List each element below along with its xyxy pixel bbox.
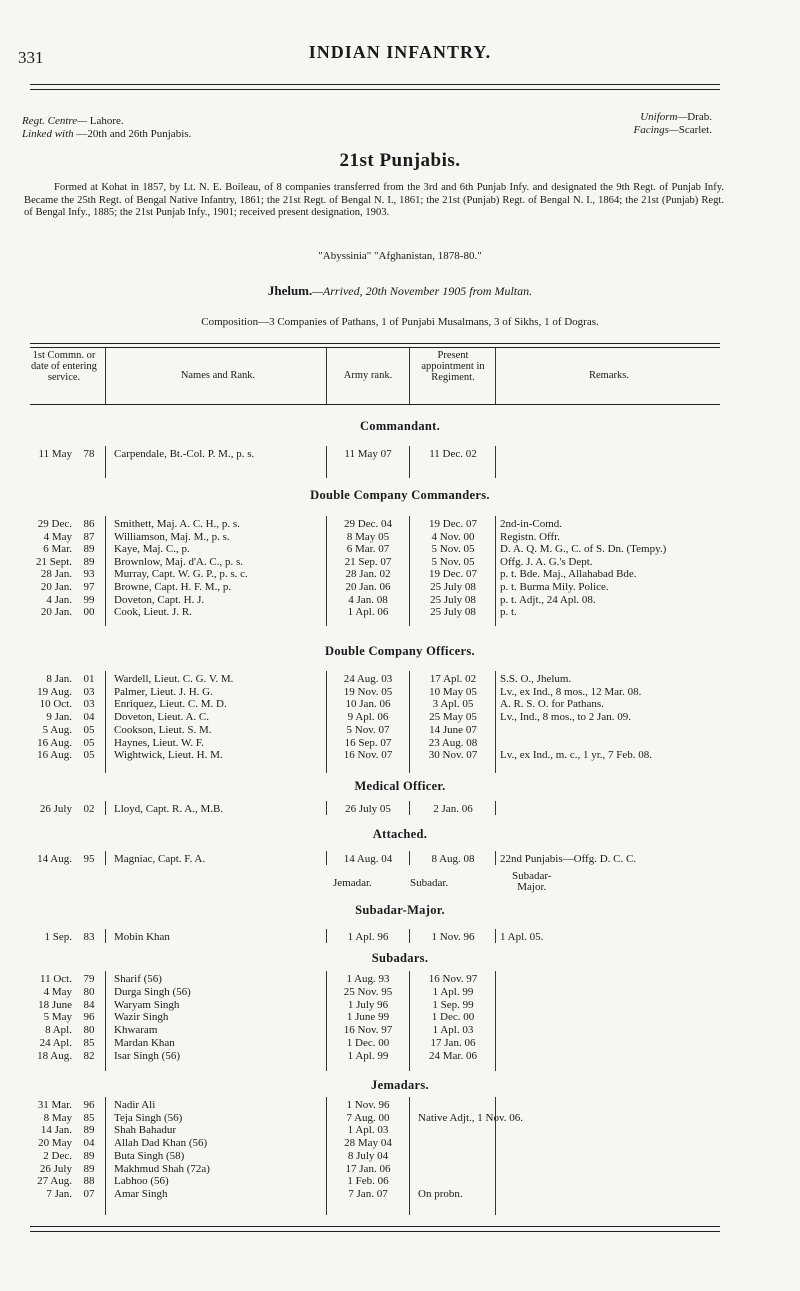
cell-year: 78 bbox=[83, 448, 95, 460]
table-row bbox=[0, 1050, 800, 1063]
cell-name: Makhmud Shah (72a) bbox=[114, 1162, 210, 1175]
cell-date: 9 Jan. bbox=[46, 711, 72, 724]
col-appointment: Present appointment in Regiment. bbox=[421, 350, 485, 383]
table-row bbox=[0, 853, 800, 866]
cell-date: 28 Jan. bbox=[40, 568, 72, 581]
cell-appointment: Native Adjt., 1 Nov. 06. bbox=[418, 1111, 523, 1124]
cell-date: 4 May bbox=[43, 985, 72, 998]
cell-appointment: 2 Jan. 06 bbox=[433, 803, 473, 815]
col-divider-body bbox=[409, 851, 410, 865]
cell-name: Nadir Ali bbox=[114, 1099, 156, 1111]
table-row bbox=[0, 1175, 800, 1188]
col-divider-body bbox=[326, 929, 327, 943]
cell-year: 83 bbox=[83, 931, 95, 943]
cell-appointment: 10 May 05 bbox=[429, 685, 477, 698]
cell-date: 26 July bbox=[39, 1162, 72, 1175]
cell-date: 26 July bbox=[39, 803, 72, 815]
linked-value: —20th and 26th Punjabis. bbox=[73, 128, 192, 140]
cell-army-rank: 8 May 05 bbox=[346, 530, 390, 543]
cell-name: Allah Dad Khan (56) bbox=[114, 1137, 208, 1150]
cell-remarks: Offg. J. A. G.'s Dept. bbox=[500, 555, 593, 568]
cell-year: 89 bbox=[83, 1149, 95, 1162]
cell-year: 01 bbox=[83, 673, 95, 685]
cell-appointment: 25 July 08 bbox=[430, 581, 476, 593]
table-row bbox=[0, 999, 800, 1012]
col-divider-body bbox=[326, 516, 327, 626]
cell-army-rank: 7 Jan. 07 bbox=[348, 1187, 388, 1200]
col-divider-4 bbox=[495, 348, 496, 404]
col-divider-body bbox=[105, 801, 106, 815]
col-divider-body bbox=[409, 1097, 410, 1215]
col-divider-body bbox=[495, 801, 496, 815]
col-divider-body bbox=[495, 971, 496, 1071]
regiment-title: 21st Punjabis. bbox=[339, 150, 461, 171]
col-divider-body bbox=[105, 516, 106, 626]
cell-appointment: 25 July 08 bbox=[430, 606, 476, 619]
cell-remarks: Registn. Offr. bbox=[500, 530, 560, 543]
table-row bbox=[0, 673, 800, 686]
table-rule-top-1 bbox=[30, 343, 720, 344]
table-row bbox=[0, 1188, 800, 1201]
cell-date: 20 Jan. bbox=[40, 606, 72, 619]
cell-year: 89 bbox=[83, 1124, 95, 1137]
cell-date: 29 Dec. bbox=[37, 518, 72, 530]
cell-year: 05 bbox=[83, 723, 95, 736]
cell-year: 05 bbox=[83, 749, 95, 762]
cell-appointment: On probn. bbox=[418, 1187, 463, 1200]
cell-appointment: 3 Apl. 05 bbox=[432, 698, 474, 711]
cell-year: 96 bbox=[83, 1099, 95, 1111]
cell-appointment: 1 Apl. 03 bbox=[432, 1024, 474, 1037]
running-head: INDIAN INFANTRY. bbox=[308, 42, 492, 62]
cell-appointment: 1 Dec. 00 bbox=[431, 1011, 475, 1024]
col-divider-body bbox=[105, 446, 106, 478]
col-divider-body bbox=[326, 671, 327, 773]
cell-year: 97 bbox=[83, 581, 95, 593]
station-line bbox=[0, 283, 800, 299]
station-place: Jhelum. bbox=[267, 283, 313, 298]
section-double-company-commanders: Double Company Commanders. bbox=[310, 488, 490, 502]
station-note: —Arrived, 20th November 1905 from Multan. bbox=[312, 284, 533, 298]
cell-date: 2 Dec. bbox=[43, 1149, 72, 1162]
table-rule-header-bottom bbox=[30, 404, 720, 405]
cell-name: Palmer, Lieut. J. H. G. bbox=[114, 685, 213, 698]
cell-date: 1 Sep. bbox=[44, 931, 72, 943]
cell-appointment: 17 Jan. 06 bbox=[430, 1037, 476, 1049]
cell-name: Doveton, Lieut. A. C. bbox=[114, 711, 210, 724]
cell-name: Buta Singh (58) bbox=[114, 1149, 185, 1162]
cell-name: Smithett, Maj. A. C. H., p. s. bbox=[114, 518, 240, 530]
cell-date: 18 June bbox=[38, 998, 72, 1011]
col-divider-body bbox=[409, 516, 410, 626]
cell-army-rank: 1 Aug. 93 bbox=[346, 973, 390, 985]
cell-year: 82 bbox=[83, 1049, 95, 1062]
section-medical-officer: Medical Officer. bbox=[354, 779, 446, 793]
cell-year: 80 bbox=[83, 985, 95, 998]
cell-army-rank: 4 Jan. 08 bbox=[348, 593, 388, 606]
cell-remarks: p. t. Burma Mily. Police. bbox=[500, 581, 609, 593]
section-subadars: Subadars. bbox=[371, 951, 429, 965]
col-divider-body bbox=[105, 1097, 106, 1215]
cell-appointment: 5 Nov. 05 bbox=[431, 555, 475, 568]
label-subadar-major-1: Subadar- bbox=[512, 870, 552, 882]
regiment-centre-block bbox=[22, 115, 191, 141]
table-row bbox=[0, 1099, 800, 1112]
cell-name: Amar Singh bbox=[114, 1187, 168, 1200]
col-remarks: Remarks. bbox=[589, 370, 629, 381]
col-divider-body bbox=[326, 801, 327, 815]
table-rule-top-2 bbox=[30, 347, 720, 348]
table-row bbox=[0, 737, 800, 750]
cell-date: 4 Jan. bbox=[46, 593, 72, 606]
col-names: Names and Rank. bbox=[180, 370, 256, 381]
cell-remarks: 1 Apl. 05. bbox=[500, 931, 544, 943]
table-row bbox=[0, 1112, 800, 1125]
cell-remarks: p. t. Bde. Maj., Allahabad Bde. bbox=[500, 568, 637, 581]
cell-army-rank: 24 Aug. 03 bbox=[343, 673, 393, 685]
cell-army-rank: 19 Nov. 05 bbox=[343, 685, 393, 698]
cell-year: 79 bbox=[83, 973, 95, 985]
top-rule-1 bbox=[30, 84, 720, 85]
cell-remarks: p. t. bbox=[500, 606, 517, 619]
table-row bbox=[0, 1011, 800, 1024]
cell-army-rank: 16 Nov. 97 bbox=[343, 1024, 393, 1037]
cell-year: 95 bbox=[83, 853, 95, 865]
cell-date: 8 Jan. bbox=[46, 673, 72, 685]
table-row bbox=[0, 686, 800, 699]
label-subadar-major bbox=[512, 871, 552, 893]
cell-appointment: 4 Nov. 00 bbox=[431, 530, 475, 543]
cell-appointment: 11 Dec. 02 bbox=[429, 448, 477, 460]
table-row bbox=[0, 986, 800, 999]
cell-name: Mardan Khan bbox=[114, 1037, 175, 1049]
cell-date: 5 Aug. bbox=[42, 723, 72, 736]
label-jemadar: Jemadar. bbox=[333, 877, 372, 889]
cell-army-rank: 1 Apl. 03 bbox=[347, 1124, 389, 1137]
centre-label: Regt. Centre— bbox=[22, 115, 87, 127]
label-subadar-major-2: Major. bbox=[517, 881, 547, 893]
composition-line: Composition—3 Companies of Pathans, 1 of Punjabi Musalmans, 3 of Sikhs, 1 of Dogras. bbox=[201, 316, 599, 328]
section-subadar-major: Subadar-Major. bbox=[355, 903, 445, 917]
regiment-history: Formed at Kohat in 1857, by Lt. N. E. Boileau, of 8 companies transferred from the 3rd and 6th Punjab Infy. and designated the 9th Regt. of Punjab Infy. Became the 25th Regt. of Bengal Native Infantry, 1861; the 21st Regt. of Bengal N. I., 1861; the 21st (Punjab) Regt. of Bengal N. I., 1864; the 21st (Punjab) Regt. of Bengal Infy., 1885; the 21st Punjab Infy., 1901; received present designation, 1903. bbox=[24, 182, 724, 219]
col-divider-body bbox=[105, 971, 106, 1071]
cell-remarks: D. A. Q. M. G., C. of S. Dn. (Tempy.) bbox=[500, 543, 667, 556]
col-divider-1 bbox=[105, 348, 106, 404]
cell-appointment: 30 Nov. 07 bbox=[428, 749, 478, 762]
cell-year: 89 bbox=[83, 555, 95, 568]
cell-army-rank: 14 Aug. 04 bbox=[343, 853, 393, 865]
cell-army-rank: 6 Mar. 07 bbox=[346, 543, 390, 556]
cell-appointment: 16 Nov. 97 bbox=[428, 973, 478, 985]
col-divider-body bbox=[326, 446, 327, 478]
cell-name: Williamson, Maj. M., p. s. bbox=[114, 530, 230, 543]
cell-year: 00 bbox=[83, 606, 95, 619]
col-divider-body bbox=[409, 671, 410, 773]
cell-date: 7 Jan. bbox=[46, 1187, 72, 1200]
col-divider-body bbox=[105, 851, 106, 865]
cell-date: 10 Oct. bbox=[39, 698, 72, 711]
cell-army-rank: 1 Apl. 96 bbox=[347, 931, 389, 943]
bottom-rule-1 bbox=[30, 1226, 720, 1227]
cell-name: Shah Bahadur bbox=[114, 1124, 177, 1137]
cell-date: 5 May bbox=[43, 1011, 72, 1024]
linked-label: Linked with bbox=[22, 128, 74, 140]
cell-name: Browne, Capt. H. F. M., p. bbox=[114, 581, 232, 593]
table-row bbox=[0, 581, 800, 594]
cell-date: 11 May bbox=[38, 448, 72, 460]
cell-year: 03 bbox=[83, 685, 95, 698]
cell-date: 18 Aug. bbox=[37, 1049, 72, 1062]
table-row bbox=[0, 973, 800, 986]
table-row bbox=[0, 1037, 800, 1050]
cell-date: 8 May bbox=[43, 1111, 72, 1124]
cell-appointment: 25 July 08 bbox=[430, 593, 476, 606]
table-row bbox=[0, 448, 800, 461]
cell-remarks: 2nd-in-Comd. bbox=[500, 518, 563, 530]
cell-year: 07 bbox=[83, 1187, 95, 1200]
col-divider-body bbox=[409, 971, 410, 1071]
section-double-company-officers: Double Company Officers. bbox=[325, 644, 475, 658]
cell-appointment: 8 Aug. 08 bbox=[431, 853, 475, 865]
cell-year: 05 bbox=[83, 736, 95, 749]
table-row bbox=[0, 1124, 800, 1137]
table-row bbox=[0, 1150, 800, 1163]
table-row bbox=[0, 724, 800, 737]
facings-value: Scarlet. bbox=[678, 124, 712, 136]
cell-year: 93 bbox=[83, 568, 95, 581]
col-divider-body bbox=[326, 971, 327, 1071]
cell-year: 86 bbox=[83, 518, 95, 530]
cell-date: 14 Jan. bbox=[40, 1124, 72, 1137]
label-subadar: Subadar. bbox=[410, 877, 449, 889]
cell-army-rank: 1 Feb. 06 bbox=[347, 1175, 389, 1188]
bottom-rule-2 bbox=[30, 1231, 720, 1232]
cell-year: 04 bbox=[83, 1137, 95, 1150]
page-number: 331 bbox=[18, 48, 44, 67]
cell-year: 84 bbox=[83, 998, 95, 1011]
cell-appointment: 25 May 05 bbox=[429, 711, 477, 724]
cell-date: 4 May bbox=[43, 530, 72, 543]
cell-army-rank: 9 Apl. 06 bbox=[347, 711, 389, 724]
cell-date: 27 Aug. bbox=[37, 1175, 72, 1188]
cell-year: 03 bbox=[83, 698, 95, 711]
col-divider-body bbox=[326, 851, 327, 865]
cell-appointment: 1 Sep. 99 bbox=[432, 998, 474, 1011]
cell-year: 87 bbox=[83, 530, 95, 543]
cell-appointment: 14 June 07 bbox=[429, 723, 477, 736]
cell-name: Sharif (56) bbox=[114, 973, 162, 985]
table-row bbox=[0, 543, 800, 556]
cell-remarks: Lv., ex Ind., m. c., 1 yr., 7 Feb. 08. bbox=[500, 749, 653, 762]
cell-army-rank: 10 Jan. 06 bbox=[345, 698, 391, 711]
uniform-block bbox=[633, 111, 712, 137]
cell-army-rank: 7 Aug. 00 bbox=[346, 1111, 390, 1124]
table-row bbox=[0, 711, 800, 724]
cell-name: Enriquez, Lieut. C. M. D. bbox=[114, 698, 227, 711]
cell-date: 14 Aug. bbox=[37, 853, 72, 865]
cell-year: 85 bbox=[83, 1111, 95, 1124]
cell-name: Kaye, Maj. C., p. bbox=[114, 543, 190, 556]
cell-appointment: 19 Dec. 07 bbox=[429, 568, 477, 581]
cell-army-rank: 5 Nov. 07 bbox=[346, 723, 390, 736]
cell-appointment: 5 Nov. 05 bbox=[431, 543, 475, 556]
cell-army-rank: 29 Dec. 04 bbox=[344, 518, 392, 530]
cell-army-rank: 1 June 99 bbox=[346, 1011, 390, 1024]
table-row bbox=[0, 594, 800, 607]
cell-name: Wazir Singh bbox=[114, 1011, 169, 1024]
table-row bbox=[0, 606, 800, 619]
cell-appointment: 19 Dec. 07 bbox=[429, 518, 477, 530]
cell-year: 89 bbox=[83, 543, 95, 556]
section-attached: Attached. bbox=[372, 827, 428, 841]
cell-year: 80 bbox=[83, 1024, 95, 1037]
cell-army-rank: 17 Jan. 06 bbox=[345, 1162, 391, 1175]
cell-army-rank: 1 Apl. 06 bbox=[347, 606, 389, 619]
cell-appointment: 24 Mar. 06 bbox=[429, 1049, 477, 1062]
col-divider-2 bbox=[326, 348, 327, 404]
cell-appointment: 1 Nov. 96 bbox=[431, 931, 475, 943]
uniform-value: Drab. bbox=[687, 111, 712, 123]
uniform-label: Uniform— bbox=[640, 111, 688, 123]
col-first-commission: 1st Commn. or date of entering service. bbox=[31, 350, 97, 383]
cell-name: Magniac, Capt. F. A. bbox=[114, 853, 206, 865]
col-divider-body bbox=[409, 801, 410, 815]
cell-remarks: Lv., ex Ind., 8 mos., 12 Mar. 08. bbox=[500, 685, 642, 698]
col-divider-body bbox=[105, 929, 106, 943]
cell-army-rank: 1 Dec. 00 bbox=[346, 1037, 390, 1049]
facings-label: Facings— bbox=[633, 124, 679, 136]
cell-name: Wardell, Lieut. C. G. V. M. bbox=[114, 673, 234, 685]
cell-date: 19 Aug. bbox=[37, 685, 72, 698]
col-army-rank: Army rank. bbox=[343, 370, 393, 381]
cell-name: Mobin Khan bbox=[114, 931, 170, 943]
cell-name: Cookson, Lieut. S. M. bbox=[114, 723, 212, 736]
cell-year: 02 bbox=[83, 803, 95, 815]
cell-date: 20 Jan. bbox=[40, 581, 72, 593]
cell-army-rank: 26 July 05 bbox=[345, 803, 391, 815]
cell-date: 8 Apl. bbox=[45, 1024, 72, 1037]
cell-date: 16 Aug. bbox=[37, 749, 72, 762]
cell-army-rank: 25 Nov. 95 bbox=[343, 985, 393, 998]
cell-army-rank: 16 Nov. 07 bbox=[343, 749, 393, 762]
cell-name: Khwaram bbox=[114, 1024, 158, 1037]
cell-army-rank: 21 Sep. 07 bbox=[344, 555, 392, 568]
table-row bbox=[0, 531, 800, 544]
col-divider-body bbox=[409, 446, 410, 478]
cell-remarks: S.S. O., Jhelum. bbox=[500, 673, 572, 685]
section-commandant: Commandant. bbox=[359, 419, 441, 433]
cell-appointment: 1 Apl. 99 bbox=[432, 985, 474, 998]
col-divider-body bbox=[495, 1097, 496, 1215]
col-divider-3 bbox=[409, 348, 410, 404]
battle-honours: "Abyssinia" "Afghanistan, 1878-80." bbox=[318, 250, 482, 262]
cell-date: 11 Oct. bbox=[40, 973, 72, 985]
table-row bbox=[0, 698, 800, 711]
col-divider-body bbox=[495, 516, 496, 626]
cell-date: 24 Apl. bbox=[39, 1037, 72, 1049]
col-divider-body bbox=[495, 671, 496, 773]
section-jemadars: Jemadars. bbox=[371, 1078, 429, 1092]
col-divider-body bbox=[105, 671, 106, 773]
cell-year: 85 bbox=[83, 1037, 95, 1049]
cell-name: Labhoo (56) bbox=[114, 1175, 169, 1188]
cell-army-rank: 1 July 96 bbox=[347, 998, 389, 1011]
table-row bbox=[0, 556, 800, 569]
cell-date: 31 Mar. bbox=[37, 1099, 72, 1111]
cell-year: 88 bbox=[83, 1175, 95, 1188]
cell-date: 21 Sept. bbox=[35, 555, 72, 568]
col-divider-body bbox=[495, 929, 496, 943]
cell-name: Durga Singh (56) bbox=[114, 985, 191, 998]
cell-name: Teja Singh (56) bbox=[114, 1111, 183, 1124]
cell-name: Isar Singh (56) bbox=[114, 1049, 180, 1062]
table-row bbox=[0, 518, 800, 531]
col-divider-body bbox=[495, 851, 496, 865]
cell-army-rank: 16 Sep. 07 bbox=[344, 736, 392, 749]
table-row bbox=[0, 568, 800, 581]
cell-remarks: 22nd Punjabis—Offg. D. C. C. bbox=[500, 853, 637, 865]
cell-army-rank: 8 July 04 bbox=[347, 1149, 389, 1162]
table-row bbox=[0, 1137, 800, 1150]
table-row bbox=[0, 749, 800, 762]
cell-army-rank: 11 May 07 bbox=[344, 448, 392, 460]
col-divider-body bbox=[409, 929, 410, 943]
table-row bbox=[0, 1163, 800, 1176]
cell-army-rank: 20 Jan. 06 bbox=[345, 581, 391, 593]
cell-name: Carpendale, Bt.-Col. P. M., p. s. bbox=[114, 448, 255, 460]
cell-year: 04 bbox=[83, 711, 95, 724]
cell-army-rank: 1 Apl. 99 bbox=[347, 1049, 389, 1062]
cell-date: 16 Aug. bbox=[37, 736, 72, 749]
table-row bbox=[0, 803, 800, 816]
cell-date: 20 May bbox=[38, 1137, 72, 1150]
cell-name: Lloyd, Capt. R. A., M.B. bbox=[114, 803, 224, 815]
cell-year: 99 bbox=[83, 593, 95, 606]
cell-year: 89 bbox=[83, 1162, 95, 1175]
table-row bbox=[0, 1024, 800, 1037]
cell-army-rank: 1 Nov. 96 bbox=[346, 1099, 390, 1111]
cell-name: Haynes, Lieut. W. F. bbox=[114, 736, 204, 749]
col-divider-body bbox=[495, 446, 496, 478]
cell-name: Brownlow, Maj. d'A. C., p. s. bbox=[114, 555, 243, 568]
cell-appointment: 23 Aug. 08 bbox=[428, 736, 478, 749]
cell-name: Cook, Lieut. J. R. bbox=[114, 606, 192, 619]
cell-name: Doveton, Capt. H. J. bbox=[114, 593, 205, 606]
centre-value: Lahore. bbox=[86, 115, 124, 127]
cell-remarks: A. R. S. O. for Pathans. bbox=[500, 698, 604, 711]
cell-army-rank: 28 Jan. 02 bbox=[345, 568, 391, 581]
cell-year: 96 bbox=[83, 1011, 95, 1024]
cell-name: Wightwick, Lieut. H. M. bbox=[114, 749, 223, 762]
cell-name: Waryam Singh bbox=[114, 998, 180, 1011]
cell-name: Murray, Capt. W. G. P., p. s. c. bbox=[114, 568, 248, 581]
cell-remarks: p. t. Adjt., 24 Apl. 08. bbox=[500, 593, 596, 606]
table-row bbox=[0, 931, 800, 944]
col-divider-body bbox=[326, 1097, 327, 1215]
cell-remarks: Lv., Ind., 8 mos., to 2 Jan. 09. bbox=[500, 711, 631, 724]
top-rule-2 bbox=[30, 89, 720, 90]
cell-date: 6 Mar. bbox=[43, 543, 72, 556]
cell-army-rank: 28 May 04 bbox=[344, 1137, 392, 1150]
cell-appointment: 17 Apl. 02 bbox=[429, 673, 477, 685]
